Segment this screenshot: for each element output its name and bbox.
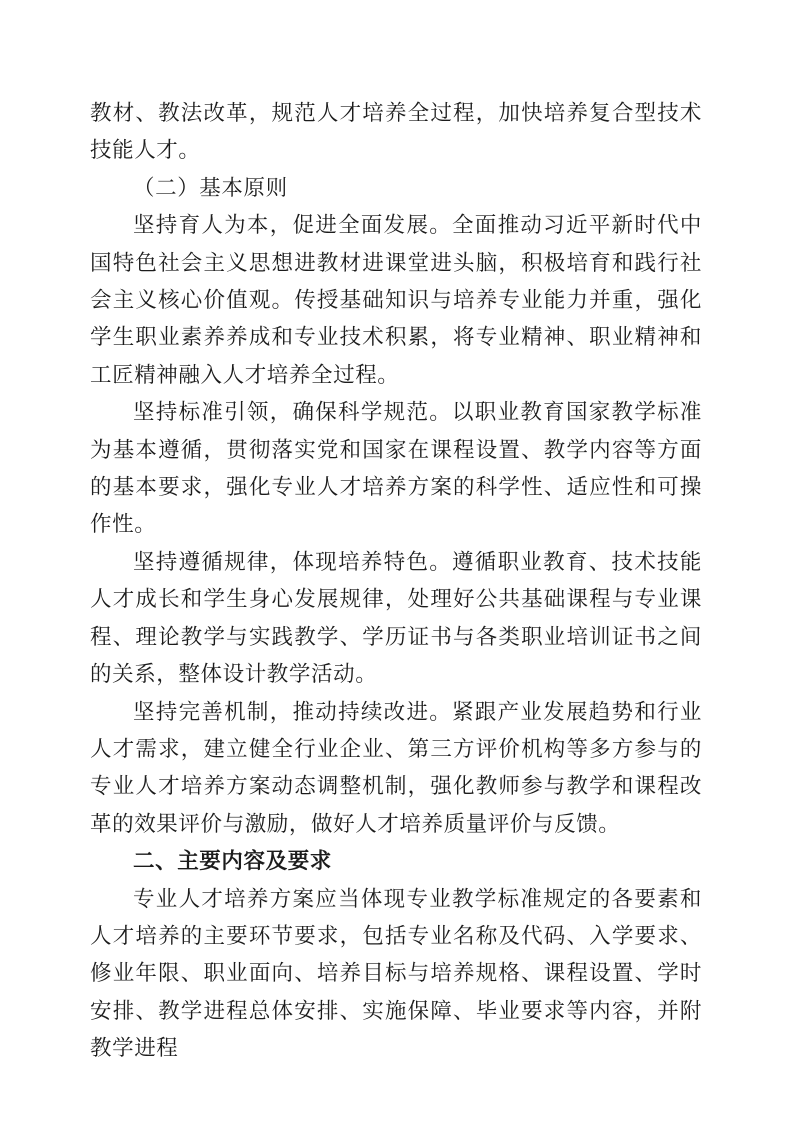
body-paragraph-improve-mechanism: 坚持完善机制，推动持续改进。紧跟产业发展趋势和行业人才需求，建立健全行业企业、第三方评价机构等多方参与的专业人才培养方案动态调整机制，强化教师参与教学和课程改革的效果评价与激励，做好人才培养质量评价与反馈。	[90, 699, 702, 836]
paragraph-continuation: 教材、教法改革，规范人才培养全过程，加快培养复合型技术技能人才。	[90, 101, 702, 163]
body-paragraph-standards-led: 坚持标准引领，确保科学规范。以职业教育国家教学标准为基本遵循，贯彻落实党和国家在课程设置、教学内容等方面的基本要求，强化专业人才培养方案的科学性、适应性和可操作性。	[90, 400, 702, 537]
subsection-heading-basic-principles: （二）基本原则	[133, 175, 288, 200]
body-paragraph-plan-elements: 专业人才培养方案应当体现专业教学标准规定的各要素和人才培养的主要环节要求，包括专业名称及代码、入学要求、修业年限、职业面向、培养目标与培养规格、课程设置、学时安排、教学进程总体安排、实施保障、毕业要求等内容，并附教学进程	[90, 886, 702, 1061]
body-paragraph-education-first: 坚持育人为本，促进全面发展。全面推动习近平新时代中国特色社会主义思想进教材进课堂进头脑，积极培育和践行社会主义核心价值观。传授基础知识与培养专业能力并重，强化学生职业素养养成和专业技术积累，将专业精神、职业精神和工匠精神融入人才培养全过程。	[90, 213, 702, 387]
body-paragraph-follow-rules: 坚持遵循规律，体现培养特色。遵循职业教育、技术技能人才成长和学生身心发展规律，处理好公共基础课程与专业课程、理论教学与实践教学、学历证书与各类职业培训证书之间的关系，整体设计教学活动。	[90, 549, 702, 687]
section-heading-main-content: 二、主要内容及要求	[133, 849, 332, 874]
